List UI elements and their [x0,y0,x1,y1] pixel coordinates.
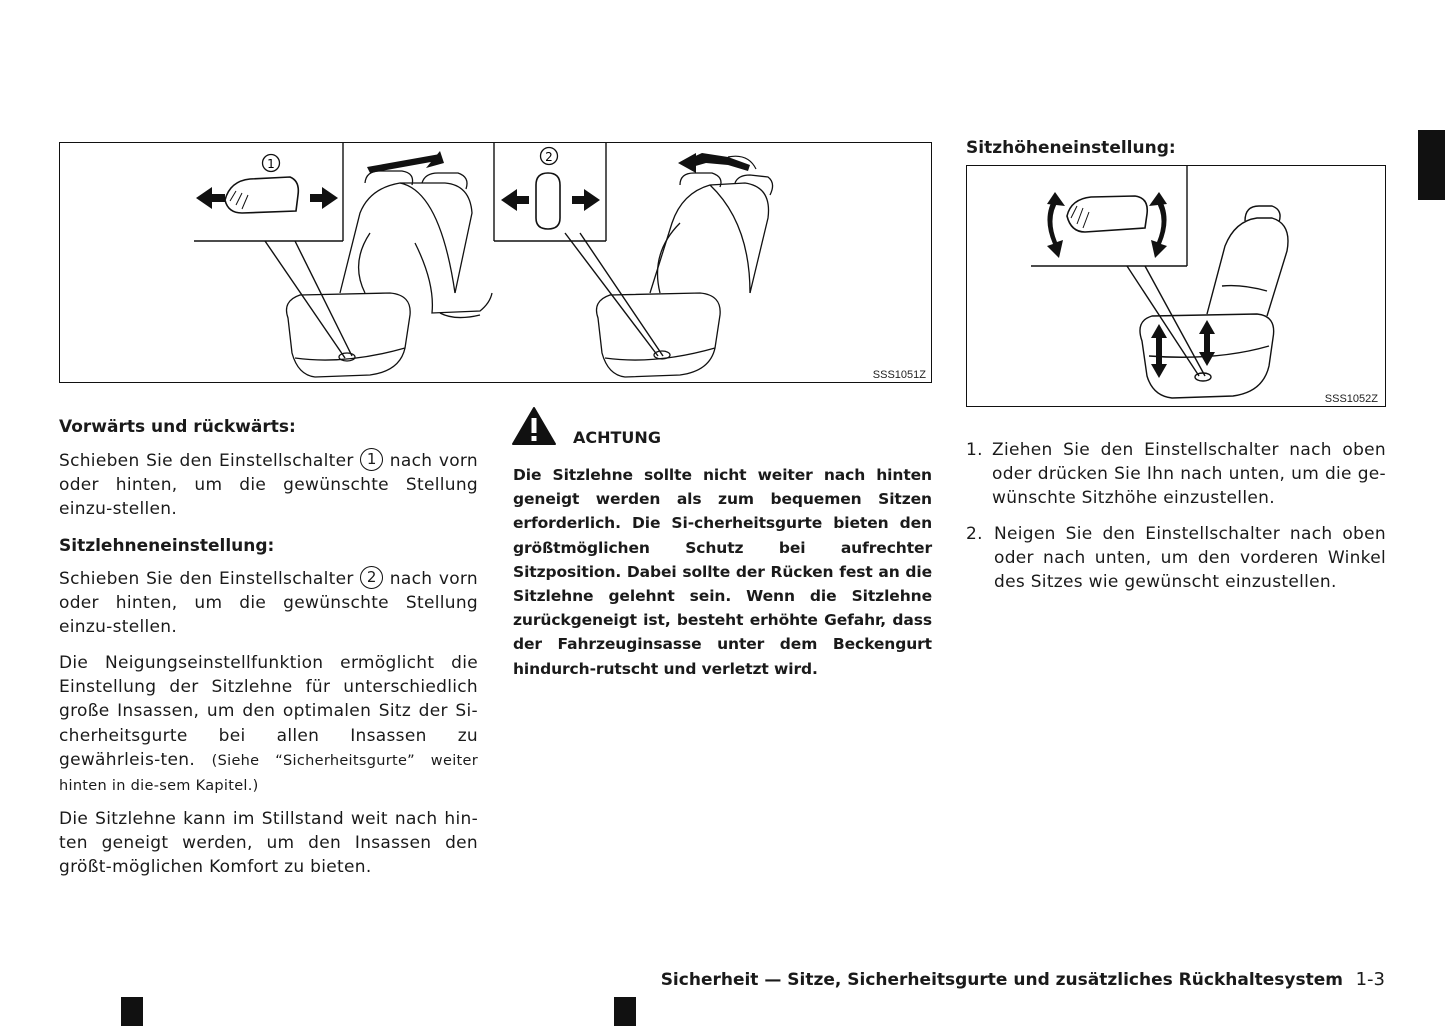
warning-icon [511,406,557,446]
forward-backward-heading: Vorwärts und rückwärts: [59,417,296,437]
figure-code-right: SSS1052Z [1324,393,1378,405]
marker-1-label: 1 [267,157,275,171]
footer-chapter-title: Sicherheit — Sitze, Sicherheitsgurte und zusätzliches Rückhaltesystem [660,970,1343,990]
list-item-text: Ziehen Sie den Einstellschalter nach oben oder drücken Sie Ihn nach unten, um die ge-wünschte Sitzhöhe einzustellen. [992,440,1386,509]
crop-mark-left [121,997,143,1026]
figure-code-left: SSS1051Z [872,369,926,381]
list-item [966,438,1386,511]
list-item-text: Neigen Sie den Einstellschalter nach oben oder nach unten, um den vorderen Winkel des Sitzes wie gewünscht einzustellen. [994,523,1386,593]
p3-reference: (Siehe “Sicherheitsgurte” weiter hinten in die-sem Kapitel.) [59,752,478,795]
seat-adjustment-figure [59,142,932,383]
switch-2-marker: 2 [360,566,383,589]
crop-mark-center [614,997,636,1026]
list-item-number: 2. [966,523,983,544]
recline-standstill-text: Die Sitzlehne kann im Stillstand weit nach hin-ten geneigt werden, um den Insassen den größt-möglichen Komfort zu bieten. [59,809,478,878]
chapter-tab-marker [1418,130,1445,200]
seat-height-steps [966,438,1386,594]
seat-height-heading: Sitzhöheneinstellung: [966,138,1176,158]
seat-adjustment-illustration [60,143,933,384]
warning-title: ACHTUNG [573,428,661,447]
warning-text: Die Sitzlehne sollte nicht weiter nach hinten geneigt werden als zum bequemen Sitzen erforderlich. Die Si-cherheitsgurte bieten den größtmöglichen Schutz bei aufrechter Sitzposition. Dabei sollte der Rücken fest an die Sitzlehne gelehnt sein. Wenn die Sitzlehne zurückgeneigt ist, besteht erhöhte Gefahr, dass der Fahrzeuginsasse unter dem Beckengurt hindurch-rutscht und verletzt wird. [513,466,932,678]
recline-function-text [59,651,478,798]
marker-2-label: 2 [545,150,553,164]
seat-height-illustration [967,166,1387,408]
p1-pre: Schieben Sie den Einstellschalter [59,451,354,471]
seat-height-figure [966,165,1386,407]
p2-pre: Schieben Sie den Einstellschalter [59,569,354,589]
forward-backward-text [59,449,478,522]
backrest-heading: Sitzlehneneinstellung: [59,536,275,556]
switch-1-marker: 1 [360,448,383,471]
list-item-number: 1. [966,440,983,460]
list-item [966,522,1386,595]
p1-post: nach vorn oder hinten, um die gewünschte Stellung einzu-stellen. [59,451,478,520]
page-number: 1-3 [1355,969,1385,990]
backrest-text [59,567,478,640]
p3-main: Die Neigungseinstellfunktion ermöglicht die Einstellung der Sitzlehne für unterschiedlich große Insassen, um den optimalen Sitz der Si-cherheitsgurte bei allen Insassen zu gewährleis-ten. [59,653,478,770]
p2-post: nach vorn oder hinten, um die gewünschte Stellung einzu-stellen. [59,569,478,638]
